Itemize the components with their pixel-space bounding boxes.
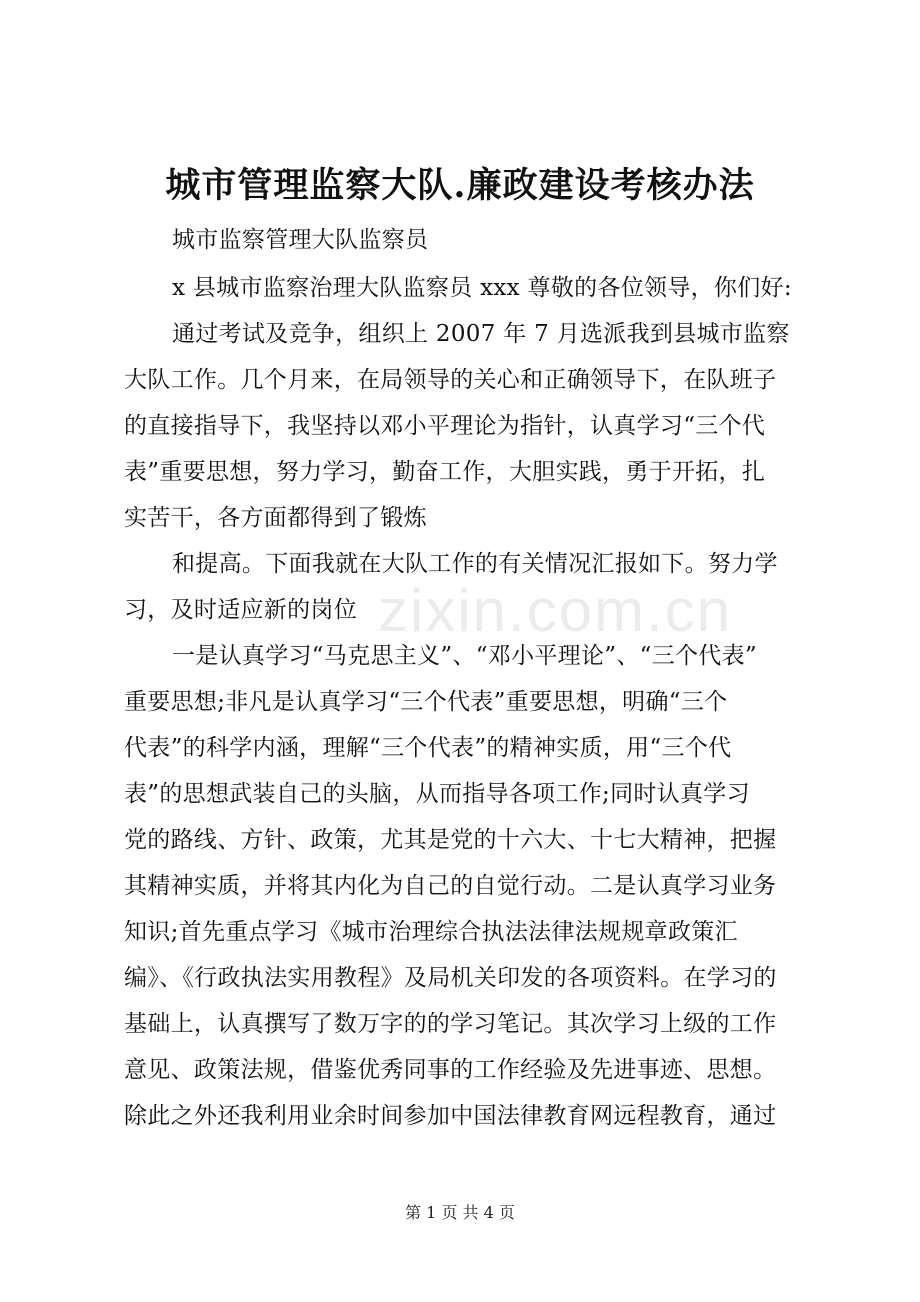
text-line: 基础上，认真撰写了数万字的的学习笔记。其次学习上级的工作 [124, 1011, 777, 1037]
watermark: zixin.com.cn [378, 577, 733, 644]
text-line: 重要思想;非凡是认真学习“三个代表”重要思想，明确“三个 [124, 689, 728, 715]
page-footer: 第 1 页 共 4 页 [405, 1203, 515, 1222]
text-line: 知识;首先重点学习《城市治理综合执法法律法规规章政策汇 [124, 919, 738, 945]
document-title: 城市管理监察大队.廉政建设考核办法 [165, 165, 755, 206]
text-line: 通过考试及竞争，组织上 2007 年 7 月选派我到县城市监察 [172, 321, 790, 347]
text-line: 意见、政策法规，借鉴优秀同事的工作经验及先进事迹、思想。 [124, 1057, 777, 1083]
text-line: 表”的思想武装自己的头脑，从而指导各项工作;同时认真学习 [124, 781, 750, 807]
text-line: 党的路线、方针、政策，尤其是党的十六大、十七大精神，把握 [124, 827, 777, 853]
text-line: 表”重要思想，努力学习，勤奋工作，大胆实践，勇于开拓，扎 [124, 459, 766, 485]
text-line: 城市监察管理大队监察员 [172, 227, 429, 253]
text-line: 的直接指导下，我坚持以邓小平理论为指针，认真学习“三个代 [124, 413, 766, 439]
text-line: 代表”的科学内涵，理解“三个代表”的精神实质，用“三个代 [124, 735, 732, 761]
text-line: 实苦干，各方面都得到了锻炼 [124, 505, 427, 531]
text-line: 和提高。下面我就在大队工作的有关情况汇报如下。努力学 [172, 551, 778, 577]
text-line: 大队工作。几个月来，在局领导的关心和正确领导下，在队班子 [124, 367, 777, 393]
text-line: 一是认真学习“马克思主义”、“邓小平理论”、“三个代表” [172, 643, 757, 669]
text-line: 其精神实质，并将其内化为自己的自觉行动。二是认真学习业务 [124, 873, 777, 899]
text-line: x 县城市监察治理大队监察员 xxx 尊敬的各位领导，你们好: [172, 275, 792, 301]
text-line: 编》、《行政执法实用教程》及局机关印发的各项资料。在学习的 [124, 965, 777, 991]
text-line: 习，及时适应新的岗位 [124, 597, 357, 623]
text-line: 除此之外还我利用业余时间参加中国法律教育网远程教育，通过 [124, 1103, 777, 1129]
